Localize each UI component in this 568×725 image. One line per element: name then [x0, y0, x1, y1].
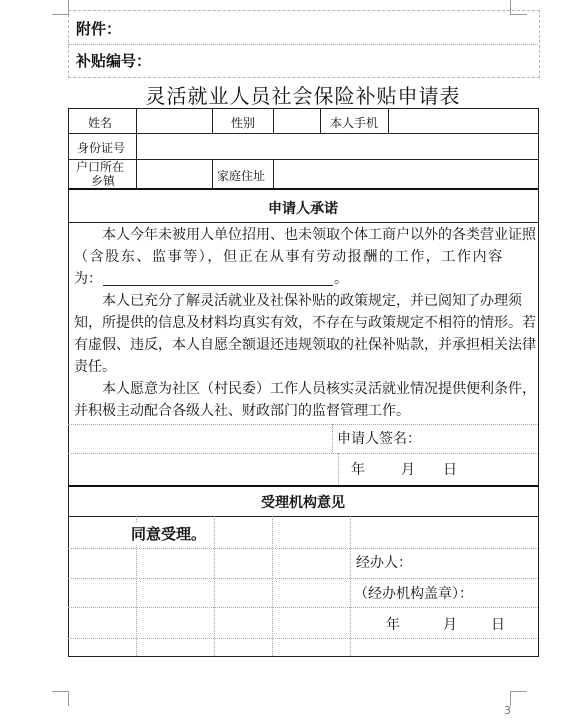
agency-grid-col-3: [272, 516, 273, 656]
form-title: 灵活就业人员社会保险补贴申请表: [145, 84, 461, 108]
signature-area-mid: [68, 453, 538, 454]
agency-grid-row-3: [68, 607, 538, 608]
row1-col-divider-5: [388, 108, 389, 134]
agency-grid-row-4: [68, 638, 538, 639]
page-number: 3: [504, 704, 511, 717]
attachment-label: 附件：: [76, 20, 122, 38]
table-right-border: [538, 108, 539, 657]
applicant-date-year: 年: [351, 462, 365, 478]
page-corner-mark-top-left: [52, 0, 69, 15]
date-area-divider: [338, 453, 339, 485]
agency-date-day: 日: [491, 617, 505, 633]
agency-grid-row-2: [68, 578, 538, 579]
promise-para3-line2: 并积极主动配合各级人社、财政部门的监督管理工作。: [74, 403, 410, 419]
phone-label: 本人手机: [330, 116, 379, 130]
agency-date-year: 年: [386, 617, 400, 633]
promise-para2-line2: 知，所提供的信息及材料均真实有效，不存在与政策规定不相符的情形。若: [74, 315, 536, 331]
handler-label: 经办人：: [356, 555, 412, 571]
row1-col-divider-2: [212, 108, 213, 134]
agency-grid-row-1: [68, 548, 538, 549]
table-top-border: [68, 108, 538, 109]
hukou-label-line2: 乡镇: [91, 174, 116, 188]
promise-para1-line1: 本人今年未被用人单位招用、也未领取个体工商户以外的各类营业证照: [102, 227, 536, 243]
agency-heading-bottom: [68, 516, 538, 517]
promise-para2-line3: 有虚假、违反，本人自愿全额退还违规领取的社保补贴款，并承担相关法律: [74, 337, 536, 353]
row3-col-divider-3: [273, 159, 274, 189]
promise-para3-line1: 本人愿意为社区（村民委）工作人员核实灵活就业情况提供便利条件，: [102, 381, 536, 397]
row1-col-divider-4: [320, 108, 321, 134]
applicant-heading-bottom: [68, 222, 538, 223]
promise-para2-line4: 责任。: [74, 359, 116, 375]
agree-accept-text: 同意受理。: [131, 525, 207, 543]
agency-opinion-heading: 受理机构意见: [261, 495, 345, 511]
promise-para1-line3-prefix: 为：: [74, 271, 102, 287]
row3-col-divider-1: [136, 159, 137, 189]
table-bottom-border: [68, 656, 539, 657]
row2-col-divider: [136, 133, 137, 160]
work-content-blank-line: [103, 285, 333, 286]
promise-para2-line1: 本人已充分了解灵活就业及社保补贴的政策规定，并已阅知了办理须: [102, 293, 522, 309]
row3-bottom: [68, 188, 539, 190]
row1-bottom: [68, 133, 538, 134]
applicant-date-month: 月: [401, 462, 415, 478]
gender-label: 性别: [231, 116, 256, 130]
agency-date-month: 月: [443, 617, 457, 633]
agency-grid-col-2: [214, 516, 215, 656]
subsidy-number-label: 补贴编号：: [76, 52, 152, 70]
id-number-label: 身份证号: [77, 141, 126, 155]
row1-col-divider-1: [136, 108, 137, 134]
hukou-label-line1: 户口所在: [76, 160, 125, 174]
promise-para1-line3-suffix: 。: [334, 271, 348, 287]
agency-seal-label: （经办机构盖章）：: [354, 586, 473, 602]
page-corner-mark-bottom-right: [510, 691, 527, 706]
promise-para1-line2: （含股东、监事等），但正在从事有劳动报酬的工作，工作内容: [74, 249, 504, 265]
applicant-date-day: 日: [443, 462, 457, 478]
name-label: 姓名: [88, 116, 113, 130]
table-left-border: [68, 108, 69, 657]
row3-col-divider-2: [212, 159, 213, 189]
applicant-section-bottom: [68, 485, 539, 487]
signature-area-top: [68, 424, 538, 425]
row1-col-divider-3: [273, 108, 274, 134]
signature-area-divider: [332, 424, 333, 454]
agency-grid-col-4: [350, 516, 351, 656]
applicant-signature-label: 申请人签名：: [337, 431, 421, 447]
row2-bottom: [68, 159, 538, 160]
home-address-label: 家庭住址: [217, 169, 266, 183]
applicant-promise-heading: 申请人承诺: [268, 201, 338, 217]
page-corner-mark-bottom-left: [52, 691, 69, 706]
header-divider: [68, 44, 538, 45]
